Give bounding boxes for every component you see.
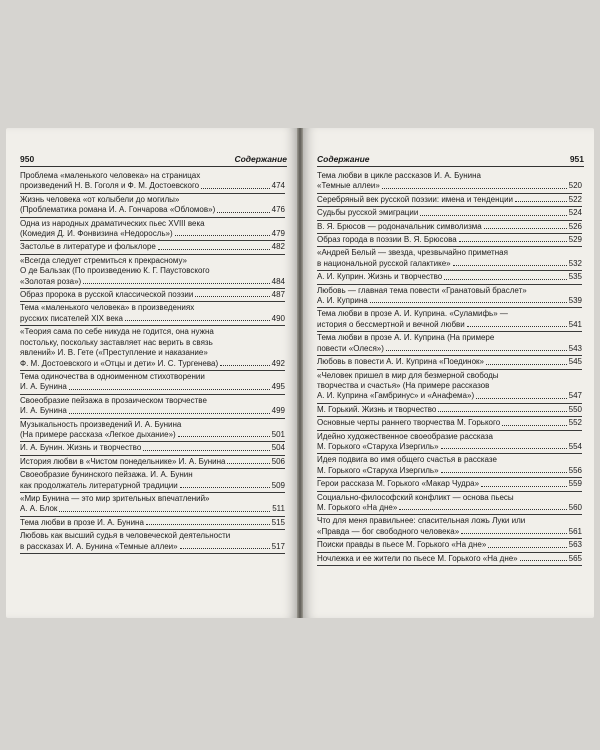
toc-entry xyxy=(317,271,582,284)
toc-entry-title-line: И. А. Бунина xyxy=(20,382,67,392)
dot-leader xyxy=(69,389,270,390)
toc-entry-title-line: В. Я. Брюсов — родоначальник символизма xyxy=(317,221,482,231)
toc-entry-title-line: русских писателей XIX века xyxy=(20,313,123,323)
toc-entry-title-line: Тема любви в прозе А. И. Куприна (На примере xyxy=(317,333,495,343)
toc-entry-title-line: Любовь — главная тема повести «Гранатовый браслет» xyxy=(317,285,527,295)
toc-entry-page: 545 xyxy=(568,357,582,367)
toc-entry-title-line: Своеобразие пейзажа в прозаическом творчестве xyxy=(20,395,207,405)
toc-entry-page: 559 xyxy=(568,479,582,489)
dot-leader xyxy=(459,241,567,242)
toc-entry xyxy=(20,395,285,419)
toc-entry-title-line: О де Бальзак (По произведению К. Г. Паустовского xyxy=(20,266,210,276)
dot-leader xyxy=(158,249,270,250)
toc-entry-page: 517 xyxy=(271,541,285,551)
dot-leader xyxy=(476,398,567,399)
toc-entry-page: 554 xyxy=(568,441,582,451)
toc-entry-title-line: «Темные аллеи» xyxy=(317,181,380,191)
toc-entry-title-line: «Золотая роза») xyxy=(20,276,82,286)
dot-leader xyxy=(59,511,270,512)
toc-entry-title-line: Тема любви в прозе А. И. Куприна. «Суламифь» — xyxy=(317,309,508,319)
toc-entry-title-line: М. Горького «Старуха Изергиль» xyxy=(317,441,439,451)
toc-entry-page: 526 xyxy=(568,221,582,231)
page-number: 950 xyxy=(20,154,35,164)
toc-entry-title-line: (На примере рассказа «Легкое дыхание») xyxy=(20,429,176,439)
toc-entry xyxy=(20,469,285,493)
toc-entry-title-line: «Теория сама по себе никуда не годится, она нужна xyxy=(20,327,214,337)
toc-entry-page: 520 xyxy=(568,181,582,191)
dot-leader xyxy=(520,560,567,561)
running-head-title: Содержание xyxy=(317,154,370,164)
toc-entry-title-line: Одна из народных драматических пьес XVIII века xyxy=(20,218,205,228)
toc-entry-title-line: как продолжатель литературной традиции xyxy=(20,480,178,490)
dot-leader xyxy=(420,215,566,216)
toc-entry xyxy=(20,170,285,194)
toc-entry xyxy=(317,478,582,491)
toc-entry xyxy=(317,454,582,478)
dot-leader xyxy=(178,436,270,437)
toc-entry-title-line: Ф. М. Достоевского и «Отцы и дети» И. С. Тургенева) xyxy=(20,358,219,368)
toc-entry xyxy=(20,442,285,455)
dot-leader xyxy=(217,212,269,213)
toc-entry-title-line: Идейно художественное своеобразие рассказа xyxy=(317,431,493,441)
toc-entry-title-line: повести «Олеся») xyxy=(317,343,384,353)
running-head-title: Содержание xyxy=(234,154,287,164)
dot-leader xyxy=(488,547,566,548)
toc-entry-title-line: Тема любви в цикле рассказов И. А. Бунина xyxy=(317,171,481,180)
toc-entry xyxy=(20,456,285,469)
toc-entry-page: 504 xyxy=(271,443,285,453)
toc-entry xyxy=(20,517,285,530)
toc-entry-page: 560 xyxy=(568,502,582,512)
toc-entry-title-line: Музыкальность произведений И. А. Бунина xyxy=(20,419,182,429)
toc-entry-title-line: Своеобразие бунинского пейзажа. И. А. Бунин xyxy=(20,470,193,480)
toc-entry-title-line: М. Горького «Старуха Изергиль» xyxy=(317,465,439,475)
page-number: 951 xyxy=(569,154,584,164)
dot-leader xyxy=(438,411,566,412)
toc-entry-title-line: Социально-философский конфликт — основа пьесы xyxy=(317,492,514,502)
dot-leader xyxy=(220,365,269,366)
toc-entry xyxy=(20,419,285,443)
toc-entry-title-line: Образ города в поэзии В. Я. Брюсова xyxy=(317,235,457,245)
toc-entry-title-line: М. Горького «На дне» xyxy=(317,502,398,512)
dot-leader xyxy=(69,413,270,414)
dot-leader xyxy=(399,509,566,510)
dot-leader xyxy=(441,448,567,449)
toc-entry-title-line: А. И. Куприна xyxy=(317,296,368,306)
toc-entry xyxy=(317,404,582,417)
dot-leader xyxy=(175,235,270,236)
toc-entry xyxy=(20,530,285,554)
toc-entry-page: 482 xyxy=(271,242,285,252)
toc-entry-title-line: Проблема «маленького человека» на страницах xyxy=(20,171,201,180)
dot-leader xyxy=(125,320,270,321)
toc-entry xyxy=(20,255,285,289)
toc-entry-title-line: в рассказах И. А. Бунина «Темные аллеи» xyxy=(20,541,178,551)
toc-entry-page: 561 xyxy=(568,526,582,536)
dot-leader xyxy=(227,463,269,464)
toc-entry-title-line: М. Горький. Жизнь и творчество xyxy=(317,404,437,414)
toc-entry-page: 511 xyxy=(272,504,285,514)
toc-entry-title-line: Ночлежка и ее жители по пьесе М. Горького «На дне» xyxy=(317,553,518,563)
toc-entry-page: 541 xyxy=(568,319,582,329)
dot-leader xyxy=(83,283,269,284)
toc-entry-title-line: Герои рассказа М. Горького «Макар Чудра» xyxy=(317,479,480,489)
toc-entry-title-line: (Комедия Д. И. Фонвизина «Недоросль») xyxy=(20,229,173,239)
toc-entry-title-line: А. И. Куприн. Жизнь и творчество xyxy=(317,272,443,282)
toc-entry-page: 476 xyxy=(271,205,285,215)
toc-entry-title-line: творчества и счастья» (На примере рассказов xyxy=(317,380,490,390)
dot-leader xyxy=(382,188,567,189)
toc-entry xyxy=(20,289,285,302)
toc-entry-title-line: Жизнь человека «от колыбели до могилы» xyxy=(20,194,180,204)
toc-entry xyxy=(20,194,285,218)
toc-entry xyxy=(317,332,582,356)
toc-entry-page: 556 xyxy=(568,465,582,475)
toc-entry xyxy=(317,356,582,369)
toc-entry-title-line: «Правда — бог свободного человека» xyxy=(317,526,460,536)
toc-entry xyxy=(20,371,285,395)
dot-leader xyxy=(195,296,269,297)
toc-entry-page: 495 xyxy=(271,382,285,392)
toc-entry-title-line: Тема «маленького человека» в произведениях xyxy=(20,303,195,313)
open-book xyxy=(0,128,600,618)
toc-entry-page: 563 xyxy=(568,540,582,550)
toc-entry-title-line: явлений» И. В. Гете («Преступление и наказание» xyxy=(20,348,208,358)
toc-entry-title-line: Серебряный век русской поэзии: имена и тенденции xyxy=(317,194,514,204)
toc-entry-title-line: «Андрей Белый — звезда, чрезвычайно приметная xyxy=(317,248,508,258)
toc-entry-title-line: Что для меня правильнее: спасительная ложь Луки или xyxy=(317,516,526,526)
toc-entry-title-line: Образ пророка в русской классической поэзии xyxy=(20,290,194,300)
toc-entry-page: 522 xyxy=(568,194,582,204)
dot-leader xyxy=(146,524,270,525)
toc-entry-title-line: Судьбы русской эмиграции xyxy=(317,208,419,218)
toc-entry xyxy=(20,241,285,254)
dot-leader xyxy=(486,364,567,365)
toc-entry-page: 550 xyxy=(568,404,582,414)
toc-entry-page: 535 xyxy=(568,272,582,282)
toc-entry-title-line: произведений Н. В. Гоголя и Ф. М. Достоевского xyxy=(20,181,200,191)
dot-leader xyxy=(143,450,269,451)
left-running-head xyxy=(20,154,287,167)
toc-entry-title-line: постольку, поскольку заставляет нас верить в связь xyxy=(20,337,213,347)
right-running-head xyxy=(317,154,584,167)
toc-entry xyxy=(317,234,582,247)
toc-entry-title-line: Тема одиночества в одноименном стихотворении xyxy=(20,371,205,381)
toc-entry xyxy=(317,492,582,516)
toc-entry-title-line: Застолье в литературе и фольклоре xyxy=(20,242,156,252)
dot-leader xyxy=(515,201,567,202)
dot-leader xyxy=(180,548,270,549)
toc-entry xyxy=(317,170,582,194)
toc-entry xyxy=(20,326,285,371)
toc-entry-title-line: в национальной русской галактике» xyxy=(317,258,451,268)
toc-entry-page: 479 xyxy=(271,229,285,239)
toc-entry xyxy=(317,370,582,404)
toc-entry-title-line: А. И. Куприна «Гамбринус» и «Анафема») xyxy=(317,391,475,401)
toc-entry-title-line: «Человек пришел в мир для безмерной свободы xyxy=(317,370,499,380)
dot-leader xyxy=(370,302,567,303)
toc-entry xyxy=(317,221,582,234)
toc-entry-page: 484 xyxy=(271,276,285,286)
toc-entry xyxy=(317,285,582,309)
left-page xyxy=(6,128,297,618)
dot-leader xyxy=(502,425,566,426)
toc-list-left xyxy=(20,170,285,554)
toc-entry-title-line: Идея подвига во имя общего счастья в рассказе xyxy=(317,455,497,465)
toc-entry-page: 506 xyxy=(271,456,285,466)
toc-entry-page: 539 xyxy=(568,296,582,306)
dot-leader xyxy=(484,228,567,229)
toc-entry-title-line: И. А. Бунина xyxy=(20,406,67,416)
dot-leader xyxy=(461,533,566,534)
toc-entry-title-line: А. А. Блок xyxy=(20,504,58,514)
dot-leader xyxy=(453,265,567,266)
dot-leader xyxy=(386,350,567,351)
toc-entry-title-line: Тема любви в прозе И. А. Бунина xyxy=(20,517,144,527)
toc-entry-page: 515 xyxy=(271,517,285,527)
toc-entry-page: 529 xyxy=(568,235,582,245)
toc-entry-page: 490 xyxy=(271,313,285,323)
toc-entry xyxy=(317,553,582,566)
toc-entry-title-line: (Проблематика романа И. А. Гончарова «Обломов») xyxy=(20,205,216,215)
toc-entry xyxy=(20,493,285,517)
toc-entry-page: 552 xyxy=(568,418,582,428)
toc-entry-page: 547 xyxy=(568,391,582,401)
toc-entry-title-line: Любовь как высший судья в человеческой деятельности xyxy=(20,531,231,541)
toc-entry-title-line: Основные черты раннего творчества М. Горького xyxy=(317,418,501,428)
toc-entry xyxy=(317,194,582,207)
toc-list-right xyxy=(317,170,582,566)
toc-entry xyxy=(317,417,582,430)
toc-entry xyxy=(20,218,285,242)
toc-entry xyxy=(317,207,582,220)
toc-entry-title-line: И. А. Бунин. Жизнь и творчество xyxy=(20,443,142,453)
toc-entry-page: 543 xyxy=(568,343,582,353)
toc-entry-title-line: «Мир Бунина — это мир зрительных впечатлений» xyxy=(20,493,210,503)
dot-leader xyxy=(180,487,270,488)
toc-entry-page: 509 xyxy=(271,480,285,490)
dot-leader xyxy=(481,486,567,487)
toc-entry xyxy=(317,539,582,552)
toc-entry-page: 524 xyxy=(568,208,582,218)
toc-entry-page: 492 xyxy=(271,358,285,368)
toc-entry xyxy=(317,247,582,271)
toc-entry-page: 501 xyxy=(271,429,285,439)
toc-entry-title-line: Поиски правды в пьесе М. Горького «На дне» xyxy=(317,540,487,550)
right-page xyxy=(303,128,594,618)
toc-entry-title-line: история о бессмертной и вечной любви xyxy=(317,319,465,329)
dot-leader xyxy=(444,279,566,280)
toc-entry-page: 565 xyxy=(568,553,582,563)
toc-entry-title-line: «Всегда следует стремиться к прекрасному» xyxy=(20,255,187,265)
dot-leader xyxy=(467,326,567,327)
toc-entry xyxy=(317,308,582,332)
toc-entry xyxy=(20,302,285,326)
toc-entry-page: 499 xyxy=(271,406,285,416)
dot-leader xyxy=(441,472,567,473)
toc-entry xyxy=(317,431,582,455)
toc-entry-page: 487 xyxy=(271,290,285,300)
toc-entry-title-line: Любовь в повести А. И. Куприна «Поединок» xyxy=(317,357,484,367)
toc-entry-page: 532 xyxy=(568,258,582,268)
toc-entry-page: 474 xyxy=(271,181,285,191)
dot-leader xyxy=(201,188,270,189)
toc-entry xyxy=(317,515,582,539)
toc-entry-title-line: История любви в «Чистом понедельнике» И. А. Бунина xyxy=(20,456,226,466)
